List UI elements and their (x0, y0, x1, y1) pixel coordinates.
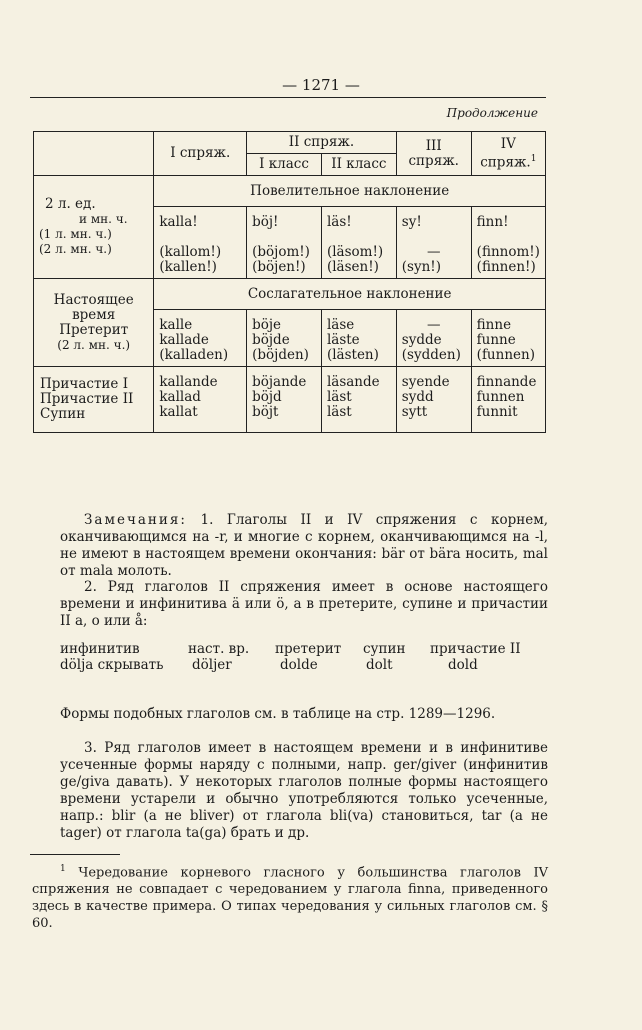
header-conj4 (471, 132, 545, 176)
imperative-conj3 (396, 207, 471, 279)
label: Настоящее (53, 291, 134, 308)
form: läst (326, 389, 352, 405)
label: Супин (40, 406, 86, 422)
example-header: наст. вр. (188, 641, 250, 657)
form: böje (252, 317, 282, 333)
form: — (426, 317, 441, 333)
imperative-class2 (321, 207, 396, 279)
header-rule (30, 97, 546, 98)
form: böjt (252, 404, 279, 420)
example-value: dolde (280, 657, 318, 673)
form: kalla! (159, 214, 198, 230)
form: läse (326, 317, 355, 333)
subjunctive-mood-row (34, 279, 546, 310)
spacer (402, 230, 466, 245)
imperative-conj4 (471, 207, 545, 279)
footnote (32, 861, 548, 932)
header-empty-cell (34, 132, 154, 176)
imperative-mood-row (34, 176, 546, 207)
subjunctive-mood-title: Сослагательное наклонение (154, 279, 546, 310)
note-2-text: 2. Ряд глаголов II спряжения имеет в основе настоящего времени и инфинитива ä или ö, а в претерите, супине и причастии II а, о или å: (60, 579, 548, 629)
form: (finnom!) (476, 244, 540, 260)
form: funnen (476, 389, 525, 405)
subjunctive-conj3 (396, 310, 471, 367)
imperative-conj1 (154, 207, 247, 279)
label: (2 л. мн. ч.) (39, 242, 112, 256)
label: время (72, 306, 116, 323)
form: funne (476, 332, 516, 348)
label: Претерит (59, 321, 129, 338)
form: (böjom!) (252, 244, 310, 260)
example-header: инфинитив (60, 641, 140, 657)
spacer (327, 230, 391, 245)
form: läs! (326, 214, 352, 230)
form: syende (401, 374, 450, 390)
note-3-text: 3. Ряд глаголов имеет в настоящем времени и в инфинитиве усеченные формы наряду с полными, напр. ger/giver (инфинитив ge/giva давать). У некоторых глаголов полные формы настоящего времени устарели и обычно употребляются только усеченные, напр.: blir (а не bliver) от глагола bli(va) становиться, tar (а не tager) от глагола ta(ga) брать и др. (60, 740, 548, 841)
spacer (159, 230, 241, 245)
form: böjande (252, 374, 307, 390)
form: (kallen!) (159, 259, 217, 275)
header-conj1: I спряж. (154, 132, 247, 176)
form: (lästen) (326, 347, 379, 363)
example-value: dolt (366, 657, 393, 673)
form: böjd (252, 389, 282, 405)
participles-class2 (321, 367, 396, 433)
form: läsande (326, 374, 380, 390)
note-2 (60, 579, 548, 630)
header-class1: I класс (247, 154, 322, 176)
form: finn! (476, 214, 509, 230)
header-class2: II класс (321, 154, 396, 176)
participles-conj1 (154, 367, 247, 433)
example-header: причастие II (430, 641, 521, 657)
subjunctive-conj1 (154, 310, 247, 367)
conjugation-table (33, 131, 546, 433)
label: Причастие II (40, 391, 134, 407)
form: böj! (252, 214, 279, 230)
form: (böjden) (252, 347, 309, 363)
subjunctive-class1 (247, 310, 322, 367)
form: (böjen!) (252, 259, 306, 275)
form: sy! (401, 214, 422, 230)
label: Причастие I (40, 376, 129, 392)
participles-class1 (247, 367, 322, 433)
form: kallat (159, 404, 198, 420)
form: finne (476, 317, 512, 333)
form: (kallom!) (159, 244, 222, 260)
continuation-label: Продолжение (446, 106, 538, 120)
form: (läsom!) (326, 244, 384, 260)
spacer (477, 230, 540, 245)
forms-reference: Формы подобных глаголов см. в таблице на стр. 1289—1296. (60, 706, 496, 722)
form: kallade (159, 332, 209, 348)
imperative-labels (34, 176, 154, 279)
subjunctive-conj4 (471, 310, 545, 367)
participles-row (34, 367, 546, 433)
label: (2 л. мн. ч.) (57, 337, 131, 352)
note-1 (60, 512, 548, 580)
form: sydd (401, 389, 434, 405)
label: и мн. ч. (79, 212, 128, 226)
header-conj2: II спряж. (247, 132, 397, 154)
form: (syn!) (401, 259, 441, 275)
note-1-text: 1. Глаголы II и IV спряжения с корнем, оканчивающимся на -r, и многие с корнем, оканчивающимся на -l, не имеют в настоящем времени окончания: bär от bära носить, mal от mala молоть. (60, 512, 548, 579)
header-row (34, 132, 546, 154)
example-header: претерит (275, 641, 342, 657)
form: läste (326, 332, 360, 348)
subjunctive-labels (34, 279, 154, 367)
footnote-text: Чередование корневого гласного у большинства глаголов IV спряжения не совпадает с чередованием у глагола finna, приведенного здесь в качестве примера. О типах чередования у сильных глаголов см. § 60. (32, 865, 548, 932)
form: (sydden) (401, 347, 461, 363)
example-value: dold (448, 657, 478, 673)
header-conj4-label: IV спряж. (480, 135, 531, 171)
participles-conj4 (471, 367, 545, 433)
form: kalle (159, 317, 193, 333)
page-number: — 1271 — (282, 76, 360, 94)
label: 2 л. ед. (45, 196, 96, 212)
footnote-ref-mark: 1 (530, 153, 537, 164)
header-conj3: III спряж. (396, 132, 471, 176)
example-value: döljer (192, 657, 232, 673)
form: finnande (476, 374, 537, 390)
form: kallande (159, 374, 218, 390)
form: (kalladen) (159, 347, 229, 363)
form: sytt (401, 404, 428, 420)
note-3 (60, 740, 548, 842)
notes-heading: Замечания: (84, 512, 187, 528)
form: (finnen!) (476, 259, 536, 275)
form: — (426, 244, 441, 260)
form: funnit (476, 404, 518, 420)
imperative-mood-title: Повелительное наклонение (154, 176, 546, 207)
subjunctive-class2 (321, 310, 396, 367)
participles-conj3 (396, 367, 471, 433)
participle-labels (34, 367, 154, 433)
form: (läsen!) (326, 259, 379, 275)
imperative-class1 (247, 207, 322, 279)
footnote-mark: 1 (60, 864, 66, 874)
form: (funnen) (476, 347, 535, 363)
label: (1 л. мн. ч.) (39, 227, 112, 241)
form: läst (326, 404, 352, 420)
form: kallad (159, 389, 201, 405)
spacer (252, 230, 316, 245)
form: böjde (252, 332, 290, 348)
example-header: супин (363, 641, 406, 657)
footnote-rule (30, 854, 120, 855)
example-value: dölja скрывать (60, 657, 164, 673)
form: sydde (401, 332, 442, 348)
